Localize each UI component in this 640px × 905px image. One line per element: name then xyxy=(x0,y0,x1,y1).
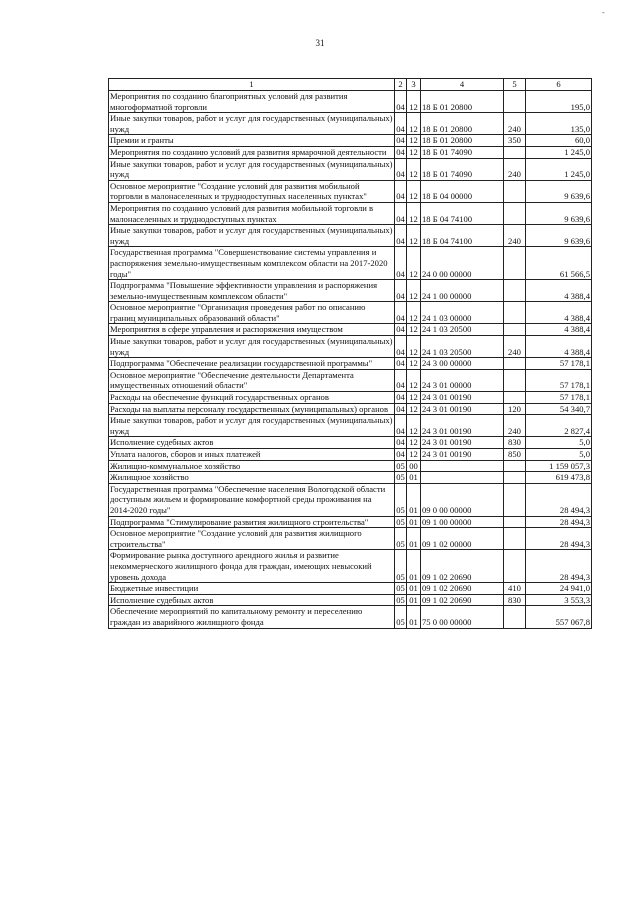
row-subsection: 12 xyxy=(407,113,421,135)
row-section: 05 xyxy=(396,583,405,594)
row-subsection: 12 xyxy=(407,247,421,280)
row-amount: 195,0 xyxy=(526,91,592,113)
row-target-code: 18 Б 01 20800 xyxy=(421,113,504,135)
row-expense-type: 240 xyxy=(504,158,526,180)
corner-mark: - xyxy=(602,8,605,17)
row-section: 04 xyxy=(396,437,405,448)
row-section: 05 xyxy=(395,528,407,550)
table-row xyxy=(109,336,592,358)
row-target-code: 24 3 01 00190 xyxy=(421,437,504,449)
row-expense-type: 830 xyxy=(504,437,526,449)
row-target-code: 24 1 03 20500 xyxy=(421,324,504,336)
table-row xyxy=(109,594,592,606)
row-name: Жилищное хозяйство xyxy=(109,472,395,484)
row-amount: 4 388,4 xyxy=(526,324,592,336)
table-row xyxy=(109,403,592,415)
table-row xyxy=(109,606,592,628)
row-target-code: 09 1 02 20690 xyxy=(421,550,504,583)
row-section: 04 xyxy=(395,91,407,113)
row-amount: 61 566,5 xyxy=(526,247,592,280)
table-row xyxy=(109,528,592,550)
row-expense-type xyxy=(504,146,526,158)
row-subsection: 12 xyxy=(407,358,421,370)
row-amount: 28 494,3 xyxy=(526,516,592,528)
row-name: Бюджетные инвестиции xyxy=(109,583,395,595)
row-subsection: 12 xyxy=(407,135,421,147)
row-section: 05 xyxy=(395,606,407,628)
row-target-code: 09 0 00 00000 xyxy=(421,483,504,516)
row-section: 04 xyxy=(395,202,407,224)
table-row xyxy=(109,583,592,595)
row-target-code: 18 Б 01 74090 xyxy=(421,146,504,158)
row-subsection: 01 xyxy=(407,550,421,583)
header-cell: 2 xyxy=(395,79,407,91)
row-name: Основное мероприятие "Обеспечение деятельности Департамента имущественных отношений области" xyxy=(109,369,395,391)
table-row xyxy=(109,358,592,370)
row-name: Мероприятия по созданию благоприятных условий для развития многоформатной торговли xyxy=(109,91,395,113)
row-target-code: 18 Б 01 20800 xyxy=(421,91,504,113)
row-name: Иные закупки товаров, работ и услуг для государственных (муниципальных) нужд xyxy=(110,113,393,134)
row-section: 04 xyxy=(396,403,405,414)
row-name: Государственная программа "Обеспечение населения Вологодской области доступным жильем и формирование комфортной среды проживания на 2014-2020 годы" xyxy=(109,483,395,516)
row-name: Исполнение судебных актов xyxy=(109,437,395,449)
row-target-code: 09 1 02 20690 xyxy=(421,583,504,595)
row-expense-type: 120 xyxy=(504,403,526,415)
row-subsection: 12 xyxy=(407,392,421,404)
row-section: 04 xyxy=(395,180,407,202)
row-amount: 3 553,3 xyxy=(526,594,592,606)
header-cell: 4 xyxy=(421,79,504,91)
row-subsection: 01 xyxy=(407,606,421,628)
row-expense-type xyxy=(504,528,526,550)
row-name: Подпрограмма "Повышение эффективности управления и распоряжения земельно-имущественным комплексом области" xyxy=(109,280,395,302)
row-section: 05 xyxy=(396,516,405,527)
row-subsection: 12 xyxy=(407,280,421,302)
table-row xyxy=(109,415,592,437)
table-row xyxy=(109,135,592,147)
row-name: Обеспечение мероприятий по капитальному ремонту и переселению граждан из аварийного жилищного фонда xyxy=(109,606,395,628)
row-target-code: 24 3 01 00190 xyxy=(421,392,504,404)
table-row xyxy=(109,225,592,247)
row-name: Мероприятия по созданию условий для развития ярмарочной деятельности xyxy=(109,146,395,158)
row-target-code: 24 3 00 00000 xyxy=(421,358,504,370)
row-section: 04 xyxy=(396,135,405,146)
row-expense-type: 240 xyxy=(504,336,526,358)
table-row xyxy=(109,324,592,336)
table-row xyxy=(109,280,592,302)
row-section: 04 xyxy=(395,158,407,180)
row-amount: 5,0 xyxy=(526,437,592,449)
row-target-code: 09 1 00 00000 xyxy=(421,516,504,528)
table-row xyxy=(109,460,592,472)
row-subsection: 01 xyxy=(407,472,421,484)
row-subsection: 12 xyxy=(407,91,421,113)
row-target-code: 18 Б 01 20800 xyxy=(421,135,504,147)
row-amount: 54 340,7 xyxy=(526,403,592,415)
table-row xyxy=(109,113,592,135)
row-subsection: 00 xyxy=(407,460,421,472)
row-amount: 57 178,1 xyxy=(526,358,592,370)
row-target-code: 18 Б 04 74100 xyxy=(421,202,504,224)
row-section: 04 xyxy=(395,225,407,247)
row-name: Основное мероприятие "Создание условий для развития мобильной торговли в малонаселенных и труднодоступных населенных пунктах" xyxy=(109,180,395,202)
row-expense-type xyxy=(504,369,526,391)
table-row xyxy=(109,392,592,404)
row-target-code: 24 3 01 00190 xyxy=(421,449,504,461)
row-subsection: 01 xyxy=(407,483,421,516)
row-section: 04 xyxy=(396,324,405,335)
row-amount: 557 067,8 xyxy=(526,606,592,628)
row-name: Подпрограмма "Обеспечение реализации государственной программы" xyxy=(109,358,395,370)
page-number: 31 xyxy=(315,38,325,48)
table-body xyxy=(109,91,592,629)
row-section: 04 xyxy=(396,449,405,459)
row-subsection: 01 xyxy=(407,516,421,528)
row-subsection: 12 xyxy=(407,225,421,247)
row-expense-type xyxy=(504,460,526,472)
row-target-code: 18 Б 04 00000 xyxy=(421,180,504,202)
row-subsection: 12 xyxy=(407,180,421,202)
row-name: Формирование рынка доступного арендного жилья и развитие некоммерческого жилищного фонда для граждан, имеющих невысокий уровень дохода xyxy=(109,550,395,583)
header-cell: 3 xyxy=(407,79,421,91)
row-amount: 1 245,0 xyxy=(526,146,592,158)
table-row xyxy=(109,302,592,324)
header-cell: 5 xyxy=(504,79,526,91)
row-amount: 2 827,4 xyxy=(526,415,592,437)
row-amount: 57 178,1 xyxy=(526,392,592,404)
row-target-code: 24 1 03 00000 xyxy=(421,302,504,324)
table-row xyxy=(109,202,592,224)
row-section: 04 xyxy=(395,247,407,280)
table-row xyxy=(109,158,592,180)
table-row xyxy=(109,472,592,484)
row-subsection: 12 xyxy=(407,146,421,158)
row-expense-type: 240 xyxy=(504,225,526,247)
row-section: 04 xyxy=(395,302,407,324)
table-row xyxy=(109,483,592,516)
row-target-code: 24 1 00 00000 xyxy=(421,280,504,302)
row-name: Иные закупки товаров, работ и услуг для государственных (муниципальных) нужд xyxy=(110,158,393,180)
row-expense-type xyxy=(504,324,526,336)
row-amount: 28 494,3 xyxy=(526,550,592,583)
row-subsection: 12 xyxy=(407,369,421,391)
row-name: Иные закупки товаров, работ и услуг для государственных (муниципальных) нужд xyxy=(110,225,393,246)
row-subsection: 12 xyxy=(407,324,421,336)
row-amount: 135,0 xyxy=(526,113,592,135)
table-row xyxy=(109,247,592,280)
row-expense-type xyxy=(504,392,526,404)
row-amount: 9 639,6 xyxy=(526,180,592,202)
row-expense-type xyxy=(504,280,526,302)
row-section: 04 xyxy=(395,369,407,391)
row-subsection: 01 xyxy=(407,583,421,595)
row-amount: 5,0 xyxy=(526,449,592,461)
row-subsection: 12 xyxy=(407,437,421,449)
row-expense-type xyxy=(504,202,526,224)
row-subsection: 12 xyxy=(407,415,421,437)
row-section: 05 xyxy=(396,594,405,605)
table-row xyxy=(109,516,592,528)
row-expense-type xyxy=(504,606,526,628)
row-target-code: 75 0 00 00000 xyxy=(421,606,504,628)
table-row xyxy=(109,146,592,158)
row-section: 04 xyxy=(395,336,407,358)
row-name: Мероприятия по созданию условий для развития мобильной торговли в малонаселенных и труднодоступных пунктах xyxy=(109,202,395,224)
row-name: Мероприятия в сфере управления и распоряжения имуществом xyxy=(109,324,395,336)
row-subsection: 12 xyxy=(407,336,421,358)
row-name: Подпрограмма "Стимулирование развития жилищного строительства" xyxy=(109,516,395,528)
row-name: Уплата налогов, сборов и иных платежей xyxy=(109,449,395,461)
row-amount: 60,0 xyxy=(526,135,592,147)
row-name: Премии и гранты xyxy=(109,135,395,147)
row-target-code xyxy=(421,460,504,472)
row-amount: 4 388,4 xyxy=(526,280,592,302)
row-section: 05 xyxy=(395,483,407,516)
row-name: Иные закупки товаров, работ и услуг для государственных (муниципальных) нужд xyxy=(110,336,393,357)
row-section: 04 xyxy=(395,113,407,135)
row-section: 04 xyxy=(396,146,405,157)
row-section: 05 xyxy=(396,460,405,471)
row-expense-type: 240 xyxy=(504,113,526,135)
row-name: Государственная программа "Совершенствование системы управления и распоряжения земельно-имущественным комплексом области на 2017-2020 годы" xyxy=(109,247,395,280)
row-name: Расходы на обеспечение функций государственных органов xyxy=(109,392,395,404)
row-expense-type xyxy=(504,302,526,324)
table-row xyxy=(109,180,592,202)
row-subsection: 12 xyxy=(407,449,421,461)
row-section: 05 xyxy=(396,472,405,483)
row-expense-type: 830 xyxy=(504,594,526,606)
row-amount: 24 941,0 xyxy=(526,583,592,595)
row-amount: 28 494,3 xyxy=(526,528,592,550)
row-expense-type xyxy=(504,516,526,528)
table-row xyxy=(109,550,592,583)
row-section: 04 xyxy=(395,280,407,302)
row-amount: 28 494,3 xyxy=(526,483,592,516)
row-target-code: 24 1 03 20500 xyxy=(421,336,504,358)
row-subsection: 12 xyxy=(407,302,421,324)
row-amount: 9 639,6 xyxy=(526,225,592,247)
row-target-code: 24 3 01 00000 xyxy=(421,369,504,391)
row-name: Основное мероприятие "Создание условий для развития жилищного строительства" xyxy=(109,528,395,550)
row-expense-type xyxy=(504,483,526,516)
header-cell: 1 xyxy=(109,79,395,91)
header-row xyxy=(109,79,592,91)
row-target-code: 24 0 00 00000 xyxy=(421,247,504,280)
table-row xyxy=(109,437,592,449)
row-subsection: 01 xyxy=(407,594,421,606)
row-target-code: 24 3 01 00190 xyxy=(421,403,504,415)
row-target-code: 24 3 01 00190 xyxy=(421,415,504,437)
row-target-code: 18 Б 04 74100 xyxy=(421,225,504,247)
row-subsection: 12 xyxy=(407,403,421,415)
row-amount: 1 245,0 xyxy=(526,158,592,180)
row-section: 05 xyxy=(395,550,407,583)
row-subsection: 01 xyxy=(407,528,421,550)
row-name: Иные закупки товаров, работ и услуг для государственных (муниципальных) нужд xyxy=(110,415,393,436)
row-name: Исполнение судебных актов xyxy=(109,594,395,606)
row-expense-type xyxy=(504,472,526,484)
row-section: 04 xyxy=(396,392,405,403)
budget-table xyxy=(108,78,592,629)
row-expense-type xyxy=(504,247,526,280)
table-row xyxy=(109,369,592,391)
header-cell: 6 xyxy=(526,79,592,91)
row-amount: 57 178,1 xyxy=(526,369,592,391)
row-name: Расходы на выплаты персоналу государственных (муниципальных) органов xyxy=(109,403,395,415)
row-target-code: 09 1 02 20690 xyxy=(421,594,504,606)
row-expense-type xyxy=(504,180,526,202)
row-amount: 4 388,4 xyxy=(526,302,592,324)
row-amount: 1 159 057,3 xyxy=(526,460,592,472)
row-name: Основное мероприятие "Организация проведения работ по описанию границ муниципальных образований области" xyxy=(109,302,395,324)
row-expense-type: 850 xyxy=(504,449,526,461)
row-name: Жилищно-коммунальное хозяйство xyxy=(109,460,395,472)
row-amount: 9 639,6 xyxy=(526,202,592,224)
row-expense-type: 240 xyxy=(504,415,526,437)
row-amount: 619 473,8 xyxy=(526,472,592,484)
row-amount: 4 388,4 xyxy=(526,336,592,358)
table-row xyxy=(109,91,592,113)
table-row xyxy=(109,449,592,461)
row-subsection: 12 xyxy=(407,158,421,180)
row-expense-type: 410 xyxy=(504,583,526,595)
row-target-code: 18 Б 01 74090 xyxy=(421,158,504,180)
row-expense-type: 350 xyxy=(504,135,526,147)
row-section: 04 xyxy=(396,358,405,369)
row-expense-type xyxy=(504,550,526,583)
row-expense-type xyxy=(504,358,526,370)
row-section: 04 xyxy=(395,415,407,437)
row-target-code: 09 1 02 00000 xyxy=(421,528,504,550)
row-target-code xyxy=(421,472,504,484)
row-subsection: 12 xyxy=(407,202,421,224)
row-expense-type xyxy=(504,91,526,113)
